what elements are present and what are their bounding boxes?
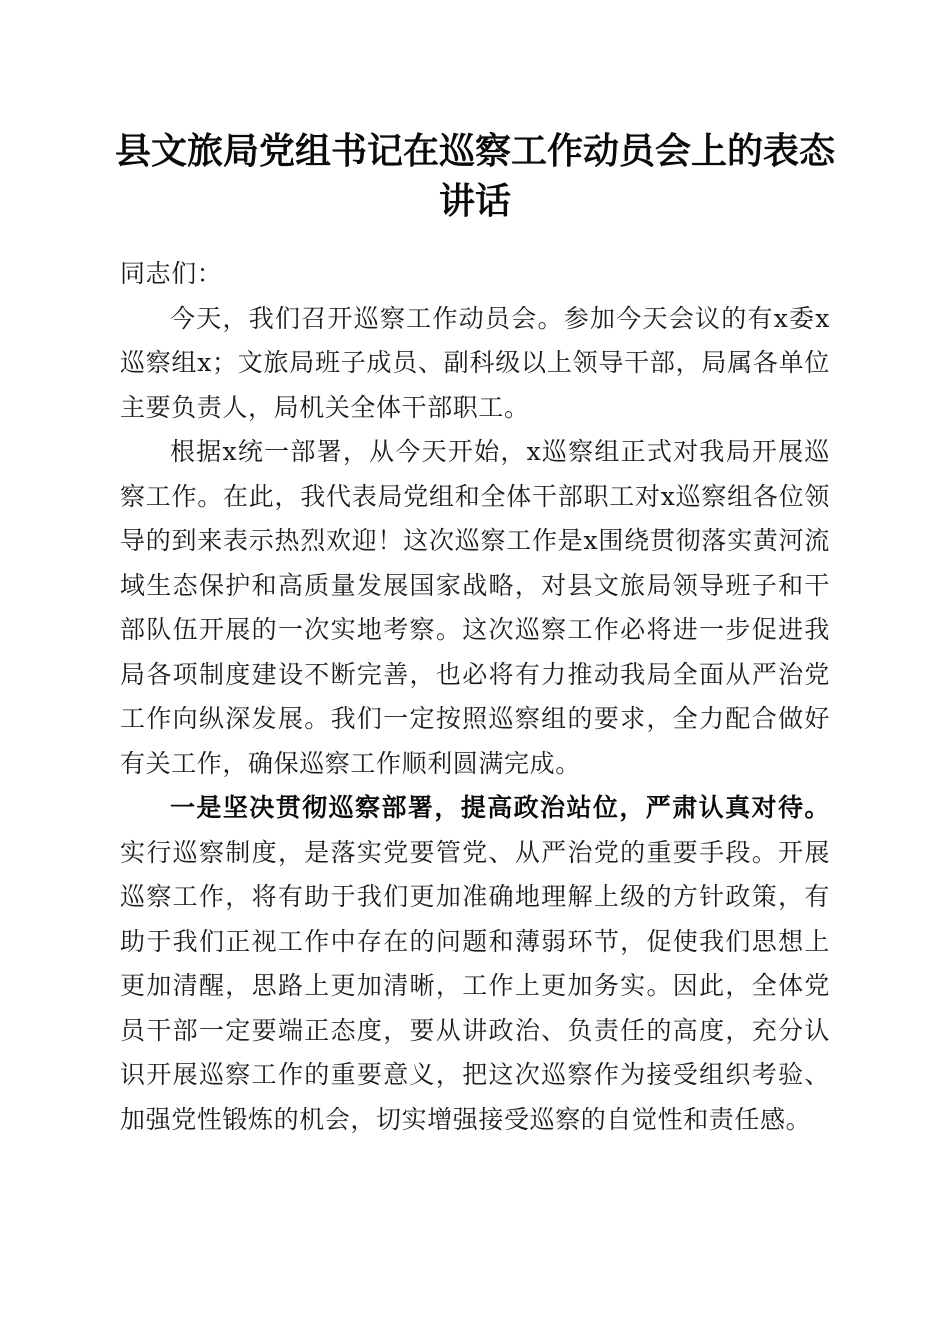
document-body [120,252,830,1142]
document-title [110,126,840,226]
paragraph-1: 今天，我们召开巡察工作动员会。参加今天会议的有x委x巡察组x；文旅局班子成员、副科级以上领导干部，局属各单位主要负责人，局机关全体干部职工。 [120,303,830,422]
point-1-body: 实行巡察制度，是落实党要管党、从严治党的重要手段。开展巡察工作，将有助于我们更加准确地理解上级的方针政策，有助于我们正视工作中存在的问题和薄弱环节，促使我们思想上更加清醒，思路上更加清晰，工作上更加务实。因此，全体党员干部一定要端正态度，要从讲政治、负责任的高度，充分认识开展巡察工作的重要意义，把这次巡察作为接受组织考验、加强党性锻炼的机会，切实增强接受巡察的自觉性和责任感。 [120,837,830,1134]
salutation: 同志们： [120,259,223,288]
paragraph-point-1 [120,786,830,1142]
title-line-2: 讲话 [438,180,511,222]
title-line-1: 县文旅局党组书记在巡察工作动员会上的表态 [114,130,835,172]
point-1-heading: 一是坚决贯彻巡察部署，提高政治站位，严肃认真对待。 [170,793,830,822]
paragraph-2: 根据x统一部署，从今天开始，x巡察组正式对我局开展巡察工作。在此，我代表局党组和全体干部职工对x巡察组各位领导的到来表示热烈欢迎！这次巡察工作是x围绕贯彻落实黄河流域生态保护和高质量发展国家战略，对县文旅局领导班子和干部队伍开展的一次实地考察。这次巡察工作必将进一步促进我局各项制度建设不断完善，也必将有力推动我局全面从严治党工作向纵深发展。我们一定按照巡察组的要求，全力配合做好有关工作，确保巡察工作顺利圆满完成。 [120,437,830,778]
